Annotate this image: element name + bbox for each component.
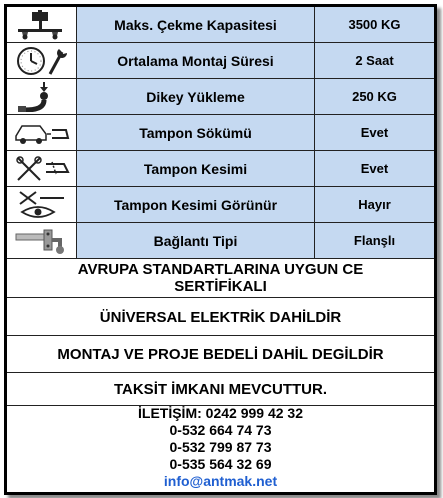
spec-row-install-time [7,43,434,79]
spec-value: 3500 KG [315,7,434,42]
bumper-removal-icon [7,115,77,150]
spec-label: Tampon Kesimi Görünür [77,187,315,222]
spec-value: 2 Saat [315,43,434,78]
contact-phone: 0-532 799 87 73 [169,439,272,455]
contact-phone: 0-535 564 32 69 [169,456,272,472]
spec-value: 250 KG [315,79,434,114]
spec-value: Evet [315,151,434,186]
contact-main-phone: İLETİŞİM: 0242 999 42 32 [138,405,303,421]
spec-value: Evet [315,115,434,150]
spec-row-connection-type [7,223,434,259]
bumper-cutting-icon [7,151,77,186]
contact-email[interactable]: info@antmak.net [163,473,278,489]
spec-value: Hayır [315,187,434,222]
spec-label: Dikey Yükleme [77,79,315,114]
scale-weight-icon [7,7,77,42]
visible-cut-eye-icon [7,187,77,222]
banner-electric-included: ÜNİVERSAL ELEKTRİK DAHİLDİR [7,299,434,336]
spec-table [4,4,437,495]
spec-row-towing-capacity [7,7,434,43]
spec-label: Tampon Kesimi [77,151,315,186]
spec-row-visible-cut [7,187,434,223]
spec-label: Maks. Çekme Kapasitesi [77,7,315,42]
contact-block [7,405,434,495]
spec-label: Tampon Sökümü [77,115,315,150]
banner-installment: TAKSİT İMKANI MEVCUTTUR. [7,373,434,406]
spec-label: Ortalama Montaj Süresi [77,43,315,78]
contact-phone: 0-532 664 74 73 [169,422,272,438]
spec-row-bumper-cutting [7,151,434,187]
spec-row-vertical-load [7,79,434,115]
flange-towbar-icon [7,223,77,258]
spec-label: Bağlantı Tipi [77,223,315,258]
banner-ce-certified: AVRUPA STANDARTLARINA UYGUN CE SERTİFİKALI [7,259,434,298]
clock-wrench-icon [7,43,77,78]
spec-row-bumper-removal [7,115,434,151]
spec-value: Flanşlı [315,223,434,258]
banner-assembly-not-included: MONTAJ VE PROJE BEDELİ DAHİL DEGİLDİR [7,336,434,373]
tow-hook-vertical-load-icon [7,79,77,114]
